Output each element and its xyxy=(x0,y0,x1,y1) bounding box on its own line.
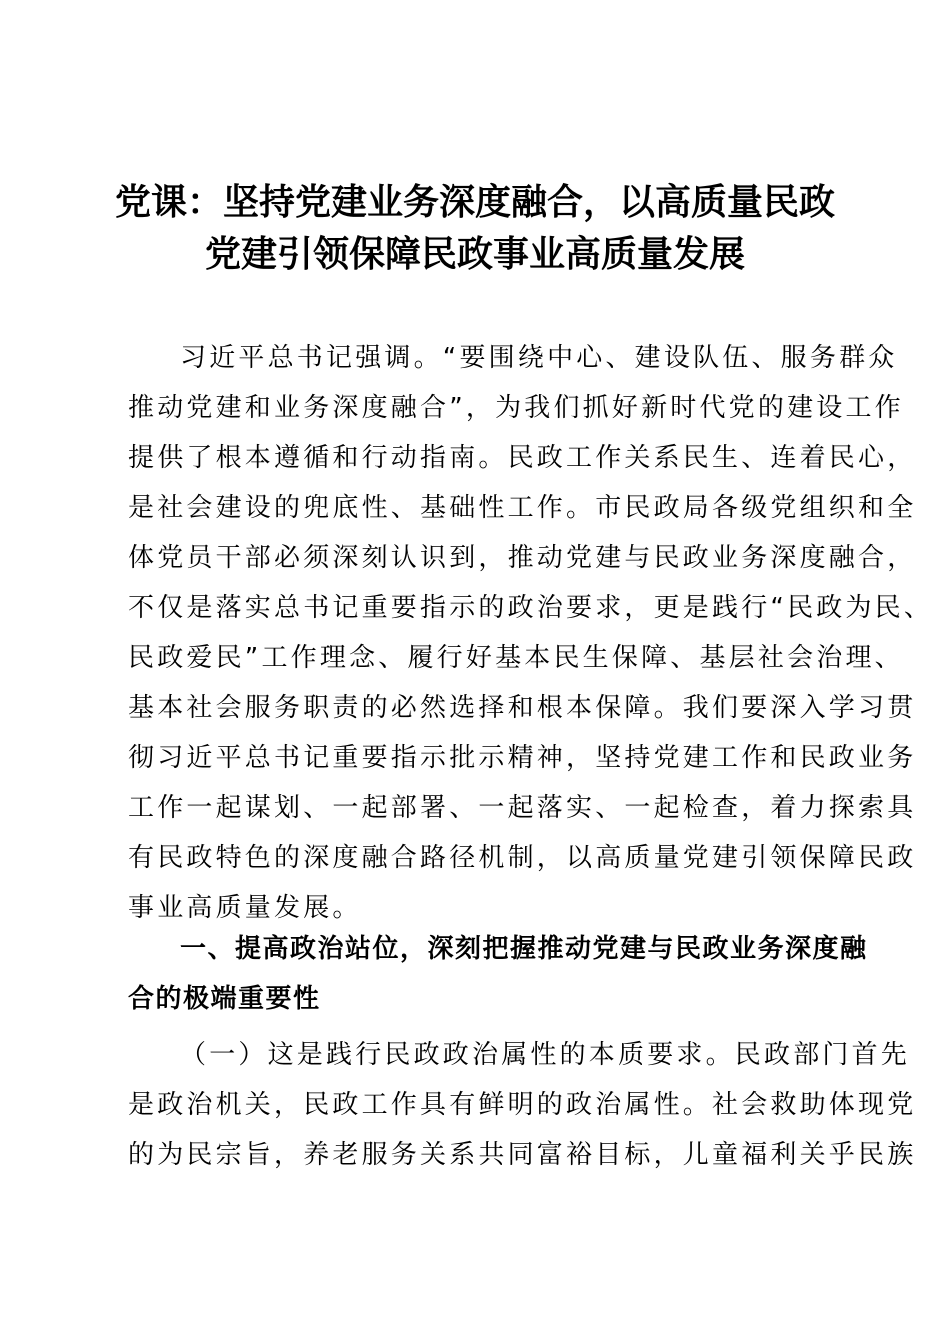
paragraph-line: 工作一起谋划、一起部署、一起落实、一起检查，着力探索具 xyxy=(128,793,917,823)
section-heading xyxy=(128,924,868,1024)
heading-line: 一、提高政治站位，深刻把握推动党建与民政业务深度融 xyxy=(180,934,868,964)
paragraph-line: 彻习近平总书记重要指示批示精神，坚持党建工作和民政业务 xyxy=(128,743,917,773)
paragraph-line: 的为民宗旨，养老服务关系共同富裕目标，儿童福利关乎民族 xyxy=(128,1140,917,1170)
title-line: 党课：坚持党建业务深度融合，以高质量民政 xyxy=(114,181,835,223)
subsection-paragraph xyxy=(128,1030,917,1180)
paragraph-line: 不仅是落实总书记重要指示的政治要求，更是践行“民政为民、 xyxy=(128,593,934,623)
paragraph-line: 事业高质量发展。 xyxy=(128,893,362,923)
paragraph-line: 民政爱民”工作理念、履行好基本民生保障、基层社会治理、 xyxy=(128,643,904,673)
paragraph-line: 提供了根本遵循和行动指南。民政工作关系民生、连着民心， xyxy=(128,443,917,473)
paragraph-line: 是政治机关，民政工作具有鲜明的政治属性。社会救助体现党 xyxy=(128,1090,917,1120)
paragraph-line: 有民政特色的深度融合路径机制，以高质量党建引领保障民政 xyxy=(128,843,917,873)
title-line: 党建引领保障民政事业高质量发展 xyxy=(204,233,745,275)
paragraph-line: 基本社会服务职责的必然选择和根本保障。我们要深入学习贯 xyxy=(128,693,917,723)
heading-line: 合的极端重要性 xyxy=(128,984,321,1014)
paragraph-line: 习近平总书记强调。“要围绕中心、建设队伍、服务群众 xyxy=(180,343,898,373)
paragraph-line: 是社会建设的兜底性、基础性工作。市民政局各级党组织和全 xyxy=(128,493,917,523)
intro-paragraph xyxy=(128,333,934,933)
document-title xyxy=(100,176,850,280)
paragraph-line: 体党员干部必须深刻认识到，推动党建与民政业务深度融合， xyxy=(128,543,917,573)
paragraph-line: 推动党建和业务深度融合”，为我们抓好新时代党的建设工作 xyxy=(128,393,904,423)
paragraph-line: （一）这是践行民政政治属性的本质要求。民政部门首先 xyxy=(180,1040,911,1070)
